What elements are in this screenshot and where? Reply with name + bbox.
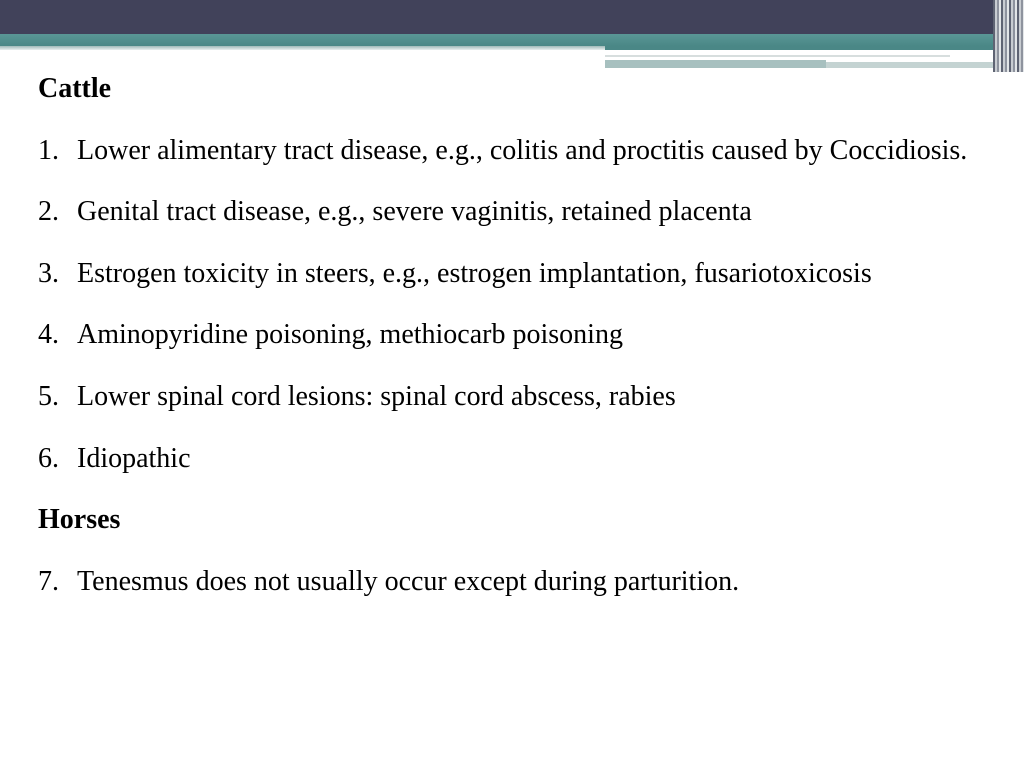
list-item-text: Lower spinal cord lesions: spinal cord abscess, rabies [77, 380, 676, 412]
list-item-number: 2. [38, 196, 59, 228]
list-item-text: Estrogen toxicity in steers, e.g., estrogen implantation, fusariotoxicosis [77, 257, 872, 289]
list-item-number: 1. [38, 134, 59, 166]
header-band-step [605, 46, 1024, 50]
header-stripes-decoration [993, 0, 1024, 72]
slide-content [38, 58, 986, 612]
list-item-text: Tenesmus does not usually occur except during parturition. [77, 565, 740, 597]
list-item [38, 551, 986, 613]
header-band-teal [0, 34, 1024, 46]
header-band-shadow [0, 46, 605, 50]
list-item-number: 4. [38, 319, 59, 351]
list-item [38, 304, 986, 366]
list-item-number: 5. [38, 380, 59, 412]
list-item-number: 3. [38, 257, 59, 289]
list-item [38, 181, 986, 243]
section-heading-cattle: Cattle [38, 73, 112, 104]
list-item-text: Aminopyridine poisoning, methiocarb poisoning [77, 319, 623, 351]
list-item [38, 243, 986, 305]
list-item [38, 366, 986, 428]
list-item-number: 7. [38, 565, 59, 597]
list-item [38, 120, 986, 182]
header-band-dark [0, 0, 1024, 34]
header-accent-line [605, 55, 950, 57]
list-item-number: 6. [38, 442, 59, 474]
list-item [38, 428, 986, 490]
section-heading-horses: Horses [38, 504, 121, 536]
list-item-text: Idiopathic [77, 442, 191, 474]
list-item-text: Lower alimentary tract disease, e.g., colitis and proctitis caused by Coccidiosis. [77, 134, 968, 166]
list-item-text: Genital tract disease, e.g., severe vaginitis, retained placenta [77, 196, 752, 228]
